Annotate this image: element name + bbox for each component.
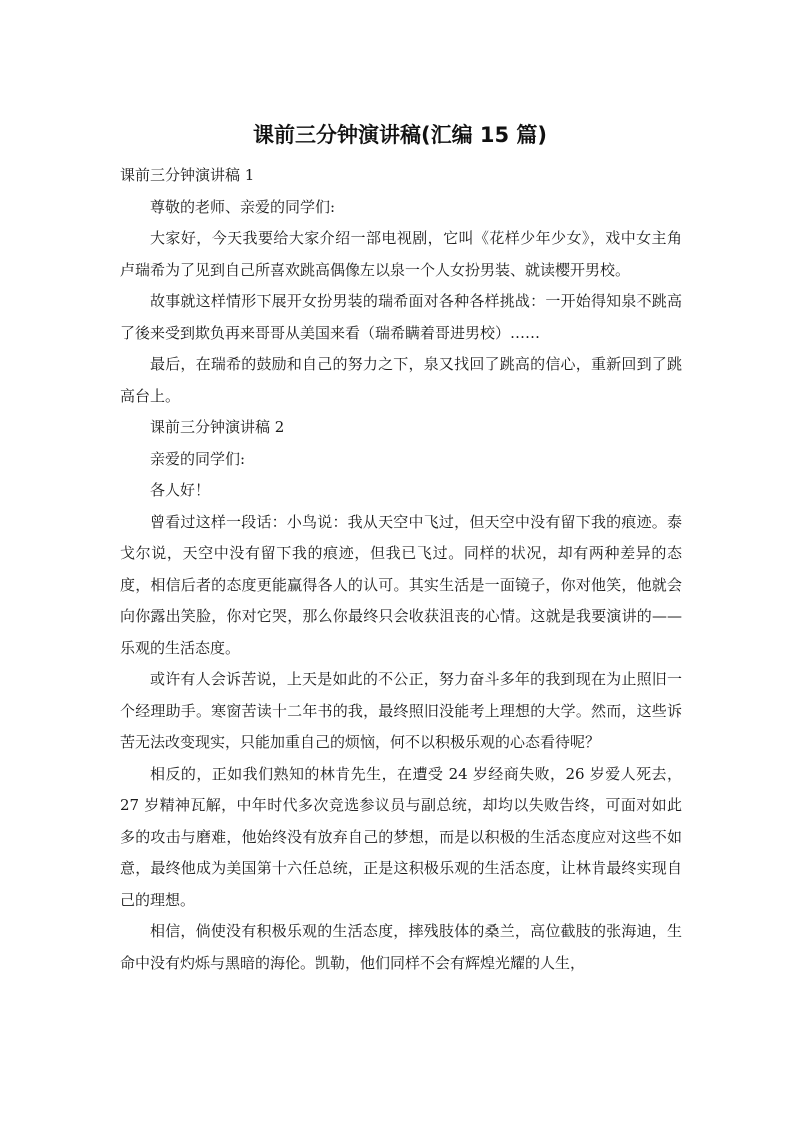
paragraph: 课前三分钟演讲稿 1 (120, 166, 255, 184)
paragraph: 相信，倘使没有积极乐观的生活态度，摔残肢体的桑兰，高位截肢的张海迪，生命中没有灼烁与黑暗的海伦。凯勒，他们同样不会有辉煌光耀的人生， (120, 922, 682, 972)
paragraph: 最后，在瑞希的鼓励和自己的努力之下，泉又找回了跳高的信心，重新回到了跳高台上。 (120, 355, 682, 405)
document-title: 课前三分钟演讲稿(汇编 15 篇) (252, 123, 548, 147)
paragraph: 课前三分钟演讲稿 2 (150, 418, 285, 436)
paragraph: 尊敬的老师、亲爱的同学们: (150, 197, 336, 216)
paragraph: 故事就这样情形下展开女扮男装的瑞希面对各种各样挑战：一开始得知泉不跳高了後来受到欺负再来哥哥从美国来看（瑞希瞒着哥进男校）…… (120, 292, 682, 342)
paragraph: 大家好，今天我要给大家介绍一部电视剧，它叫《花样少年少女》，戏中女主角卢瑞希为了见到自己所喜欢跳高偶像左以泉一个人女扮男装、就读樱开男校。 (120, 229, 682, 279)
document-body (120, 160, 682, 979)
paragraph: 曾看过这样一段话：小鸟说：我从天空中飞过，但天空中没有留下我的痕迹。泰戈尔说，天空中没有留下我的痕迹，但我已飞过。同样的状况，却有两种差异的态度，相信后者的态度更能赢得各人的认可。其实生活是一面镜子，你对他笑，他就会向你露出笑脸，你对它哭，那么你最终只会收获沮丧的心情。这就是我要演讲的——乐观的生活态度。 (120, 512, 682, 657)
paragraph: 各人好！ (150, 481, 211, 499)
paragraph: 或许有人会诉苦说，上天是如此的不公正，努力奋斗多年的我到现在为止照旧一个经理助手。寒窗苦读十二年书的我，最终照旧没能考上理想的大学。然而，这些诉苦无法改变现实，只能加重自己的烦恼，何不以积极乐观的心态看待呢？ (120, 670, 682, 751)
paragraph: 亲爱的同学们: (150, 449, 246, 468)
paragraph: 相反的，正如我们熟知的林肯先生，在遭受 24 岁经商失败，26 岁爱人死去，27 岁精神瓦解，中年时代多次竞选参议员与副总统，却均以失败告终，可面对如此多的攻击与磨难，他始终没有放弃自己的梦想，而是以积极的生活态度应对这些不如意，最终他成为美国第十六任总统，正是这积极乐观的生活态度，让林肯最终实现自己的理想。 (120, 764, 682, 909)
